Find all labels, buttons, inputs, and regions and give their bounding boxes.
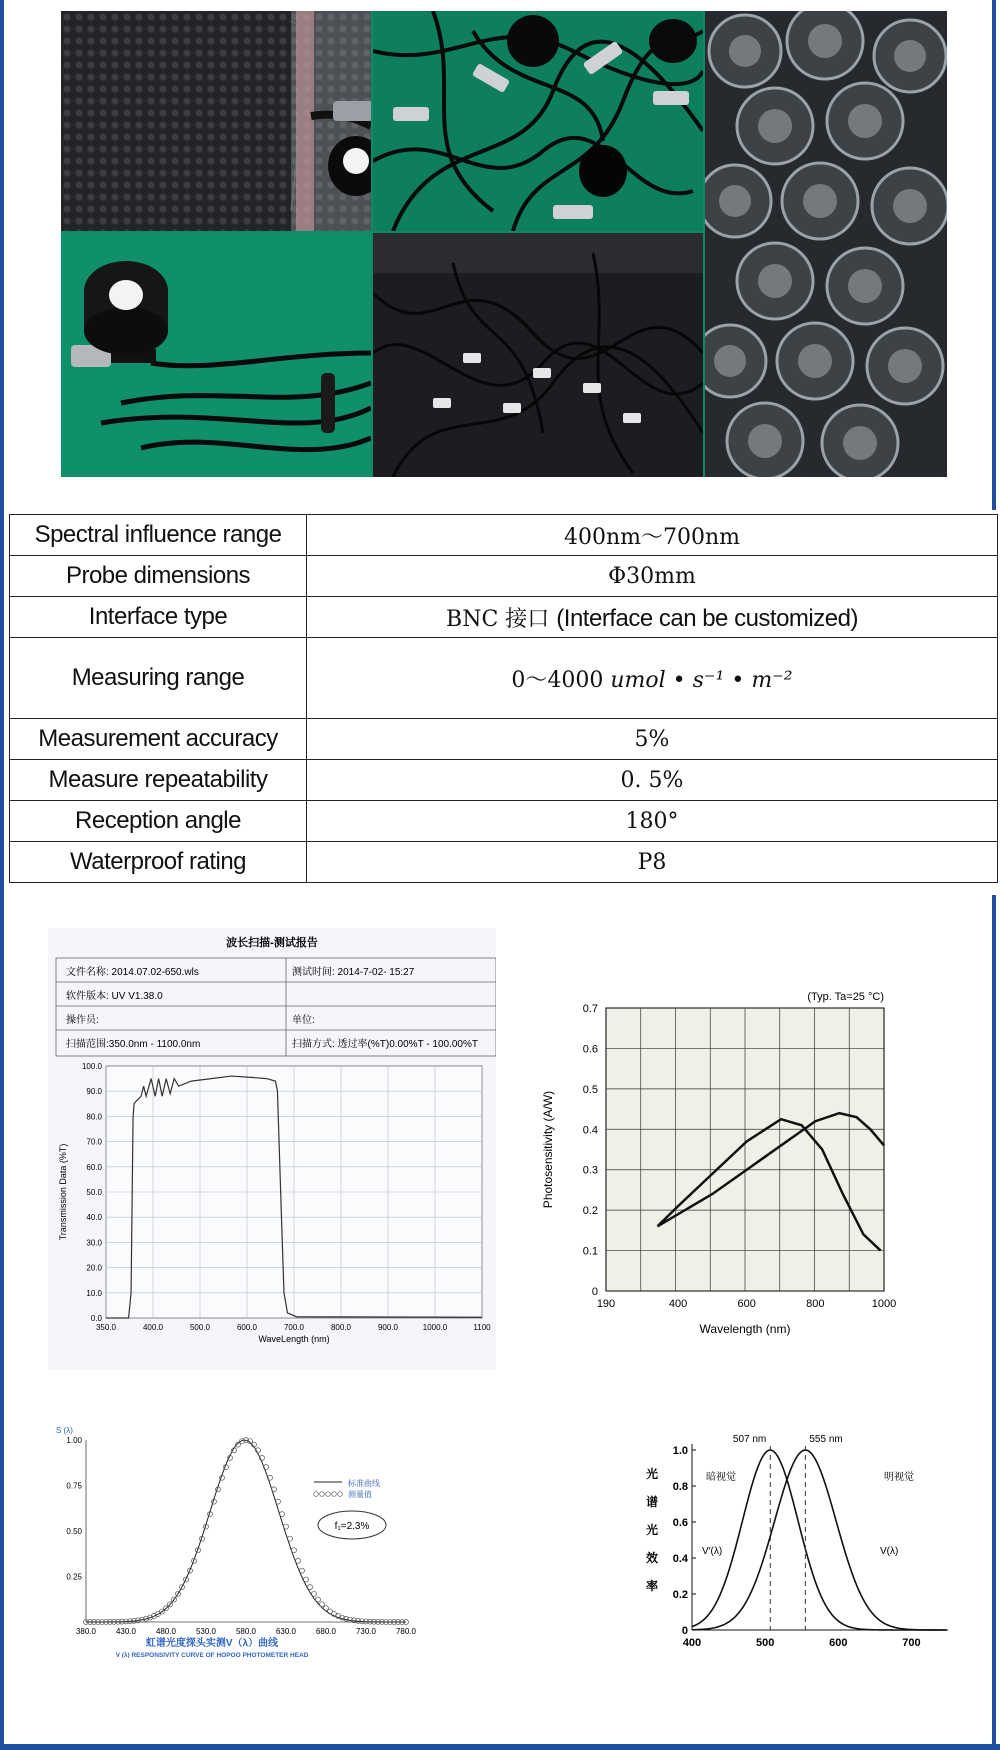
- report-filename: 文件名称: 2014.07.02-650.wls: [66, 967, 199, 978]
- x-tick-label: 430.0: [115, 1627, 137, 1636]
- y-tick-label: 90.0: [86, 1087, 102, 1097]
- y-axis-label: Transmission Data (%T): [58, 1143, 68, 1241]
- report-unit: 单位:: [292, 1015, 315, 1026]
- report-title: 波长扫描-测试报告: [226, 937, 318, 949]
- x-tick-label: 580.0: [235, 1627, 257, 1636]
- x-axis-label: Wavelength (nm): [699, 1322, 791, 1336]
- measured-point: [296, 1558, 301, 1563]
- spec-label: Measurement accuracy: [10, 719, 307, 760]
- photosensitivity-chart: [536, 986, 896, 1346]
- y-tick-label: 0.1: [582, 1245, 598, 1258]
- y-tick-label: 0.8: [672, 1481, 688, 1493]
- measured-point: [292, 1548, 297, 1553]
- report-operator: 操作员:: [66, 1015, 99, 1026]
- report-test-time: 测试时间: 2014-7-02- 15:27: [292, 967, 415, 978]
- label-v: V(λ): [880, 1546, 899, 1557]
- x-tick-label: 480.0: [155, 1627, 177, 1636]
- y-tick-label: 50.0: [86, 1188, 102, 1197]
- x-tick-label: 500: [755, 1637, 775, 1649]
- x-tick-label: 530.0: [195, 1627, 217, 1636]
- y-tick-label: 0.6: [672, 1517, 688, 1529]
- y-tick-label: 70.0: [86, 1137, 102, 1147]
- legend-marker: [338, 1492, 343, 1497]
- interface-value: BNC 接口: [446, 606, 550, 632]
- y-tick-label: 30.0: [86, 1238, 102, 1248]
- y-axis-char: 谱: [646, 1495, 659, 1509]
- legend-standard: 标准曲线: [348, 1479, 380, 1488]
- vlambda-chart-svg: [52, 1420, 420, 1658]
- x-tick-label: 500.0: [189, 1323, 211, 1332]
- y-axis-char: 效: [646, 1551, 659, 1565]
- range-value: 0～4000: [511, 667, 604, 693]
- report-scan-mode: 扫描方式: 透过率(%T)0.00%T - 100.00%T: [292, 1039, 478, 1050]
- peak-label-photopic: 555 nm: [809, 1434, 843, 1445]
- range-unit: umol • s⁻¹ • m⁻²: [610, 667, 793, 693]
- peak-label-scotopic: 507 nm: [732, 1434, 767, 1445]
- x-tick-label: 680.0: [315, 1627, 337, 1636]
- y-axis-label: Photosensitivity (A/W): [541, 1090, 555, 1209]
- spec-value: 180°: [307, 801, 998, 842]
- spec-label: Probe dimensions: [10, 556, 307, 597]
- spec-value: [307, 638, 998, 719]
- label-photopic: 明视觉: [884, 1472, 914, 1483]
- measured-point: [320, 1602, 325, 1607]
- chart-caption-en: V (λ) RESPONSIVITY CURVE OF HOPOO PHOTOMETER HEAD: [115, 1652, 309, 1658]
- x-tick-label: 700: [902, 1637, 921, 1649]
- spec-row: [10, 842, 998, 883]
- spec-label: Measure repeatability: [10, 760, 307, 801]
- frame-right-top: [992, 0, 996, 510]
- x-tick-label: 780.0: [395, 1627, 417, 1636]
- y-tick-label: 0.50: [66, 1527, 82, 1536]
- legend-measured: 测量值: [348, 1490, 372, 1499]
- label-v-prime: V′(λ): [702, 1546, 723, 1557]
- frame-bottom: [0, 1744, 1000, 1750]
- y-tick-label: 0: [681, 1625, 688, 1637]
- y-tick-label: 60.0: [86, 1162, 102, 1172]
- spec-label: Spectral influence range: [10, 515, 307, 556]
- y-tick-label: 0.75: [66, 1481, 82, 1491]
- legend-marker: [314, 1492, 319, 1497]
- x-tick-label: 900.0: [377, 1323, 399, 1332]
- x-tick-label: 400: [668, 1298, 688, 1310]
- frame-right-bottom: [992, 895, 996, 1750]
- luminous-efficiency-svg: [636, 1430, 956, 1658]
- photo-sensor-closeup: [61, 233, 371, 477]
- measured-point: [312, 1591, 317, 1596]
- spec-row: [10, 638, 998, 719]
- x-tick-label: 700.0: [283, 1323, 305, 1332]
- y-tick-label: 0.25: [66, 1572, 82, 1582]
- x-tick-label: 190: [596, 1298, 616, 1310]
- y-axis-char: 光: [646, 1523, 659, 1537]
- x-tick-label: 600: [829, 1637, 848, 1649]
- y-tick-label: 0: [591, 1286, 598, 1298]
- spec-row: [10, 597, 998, 638]
- x-tick-label: 400: [682, 1637, 702, 1649]
- x-tick-label: 600.0: [236, 1323, 258, 1332]
- chart-header: (Typ. Ta=25 °C): [807, 991, 884, 1003]
- measured-point: [276, 1499, 281, 1504]
- y-tick-label: 10.0: [86, 1288, 102, 1298]
- spec-label: Reception angle: [10, 801, 307, 842]
- photosensitivity-chart-svg: [536, 986, 896, 1346]
- spec-label: Interface type: [10, 597, 307, 638]
- x-tick-label: 380.0: [75, 1627, 97, 1636]
- y-tick-label: 0.6: [582, 1043, 598, 1056]
- y-tick-label: 100.0: [81, 1062, 102, 1071]
- x-tick-label: 800: [806, 1298, 825, 1310]
- chart-caption: 虹谱光度探头实测V（λ）曲线: [145, 1638, 279, 1649]
- x-tick-label: 600: [737, 1298, 756, 1310]
- x-tick-label: 800.0: [330, 1323, 352, 1332]
- measured-point: [288, 1536, 293, 1541]
- transmission-chart-svg: [48, 928, 496, 1370]
- spec-row: [10, 719, 998, 760]
- x-tick-label: 1000.0: [422, 1323, 448, 1332]
- measured-point: [284, 1524, 289, 1529]
- y-tick-label: 0.7: [582, 1003, 598, 1015]
- y-tick-label: 1.00: [66, 1436, 82, 1445]
- vlambda-responsivity-chart: [52, 1420, 420, 1658]
- spec-row: [10, 760, 998, 801]
- x-tick-label: 1100: [473, 1323, 491, 1332]
- spec-label: Waterproof rating: [10, 842, 307, 883]
- photo-sensor-on-bubble-bag: [61, 11, 371, 231]
- interface-note: (Interface can be customized): [556, 604, 858, 632]
- y-axis-char: 光: [646, 1467, 659, 1481]
- report-scan-range: 扫描范围:350.0nm - 1100.0nm: [66, 1039, 201, 1050]
- spec-value: 0. 5%: [307, 760, 998, 801]
- y-tick-label: 0.4: [672, 1553, 688, 1565]
- legend-marker: [332, 1492, 337, 1497]
- legend-marker: [326, 1492, 331, 1497]
- y-tick-label: 0.2: [672, 1589, 688, 1601]
- measured-point: [308, 1585, 313, 1590]
- y-tick-label: 0.3: [582, 1164, 598, 1177]
- y-axis-label: S (λ): [56, 1426, 73, 1435]
- y-tick-label: 80.0: [86, 1112, 102, 1122]
- report-software: 软件版本: UV V1.38.0: [66, 991, 163, 1002]
- x-axis-label: WaveLength (nm): [258, 1334, 330, 1344]
- measured-point: [280, 1512, 285, 1517]
- spec-row: [10, 515, 998, 556]
- annotation-f1: f₁=2.3%: [334, 1521, 370, 1532]
- photo-cables-bnc: [373, 11, 703, 231]
- transmission-report: [48, 928, 496, 1370]
- y-tick-label: 1.0: [672, 1445, 688, 1457]
- y-tick-label: 0.2: [582, 1205, 598, 1218]
- photo-sensor-housings: [705, 11, 947, 477]
- measured-point: [300, 1568, 305, 1573]
- label-scotopic: 暗视觉: [706, 1472, 736, 1483]
- product-photo-collage: [61, 11, 947, 477]
- spec-row: [10, 556, 998, 597]
- x-tick-label: 730.0: [355, 1627, 377, 1636]
- y-tick-label: 20.0: [86, 1263, 102, 1273]
- y-tick-label: 0.0: [90, 1314, 102, 1323]
- spec-value: P8: [307, 842, 998, 883]
- y-tick-label: 40.0: [86, 1213, 102, 1223]
- spec-label: Measuring range: [10, 638, 307, 719]
- specification-table: [9, 514, 998, 883]
- luminous-efficiency-chart: [636, 1430, 956, 1658]
- photo-cable-bundles: [373, 233, 703, 477]
- legend-marker: [320, 1492, 325, 1497]
- spec-value: [307, 597, 998, 638]
- spec-value: Φ30mm: [307, 556, 998, 597]
- spec-value: 5%: [307, 719, 998, 760]
- frame-left: [0, 0, 4, 1750]
- spec-value: 400nm～700nm: [307, 515, 998, 556]
- measured-point: [304, 1577, 309, 1582]
- measured-point: [316, 1597, 321, 1602]
- x-tick-label: 400.0: [142, 1323, 164, 1332]
- y-axis-char: 率: [646, 1579, 659, 1593]
- spec-row: [10, 801, 998, 842]
- x-tick-label: 1000: [871, 1298, 896, 1310]
- y-tick-label: 0.4: [582, 1124, 598, 1137]
- y-tick-label: 0.5: [582, 1083, 598, 1096]
- x-tick-label: 350.0: [95, 1323, 117, 1332]
- x-tick-label: 630.0: [275, 1627, 297, 1636]
